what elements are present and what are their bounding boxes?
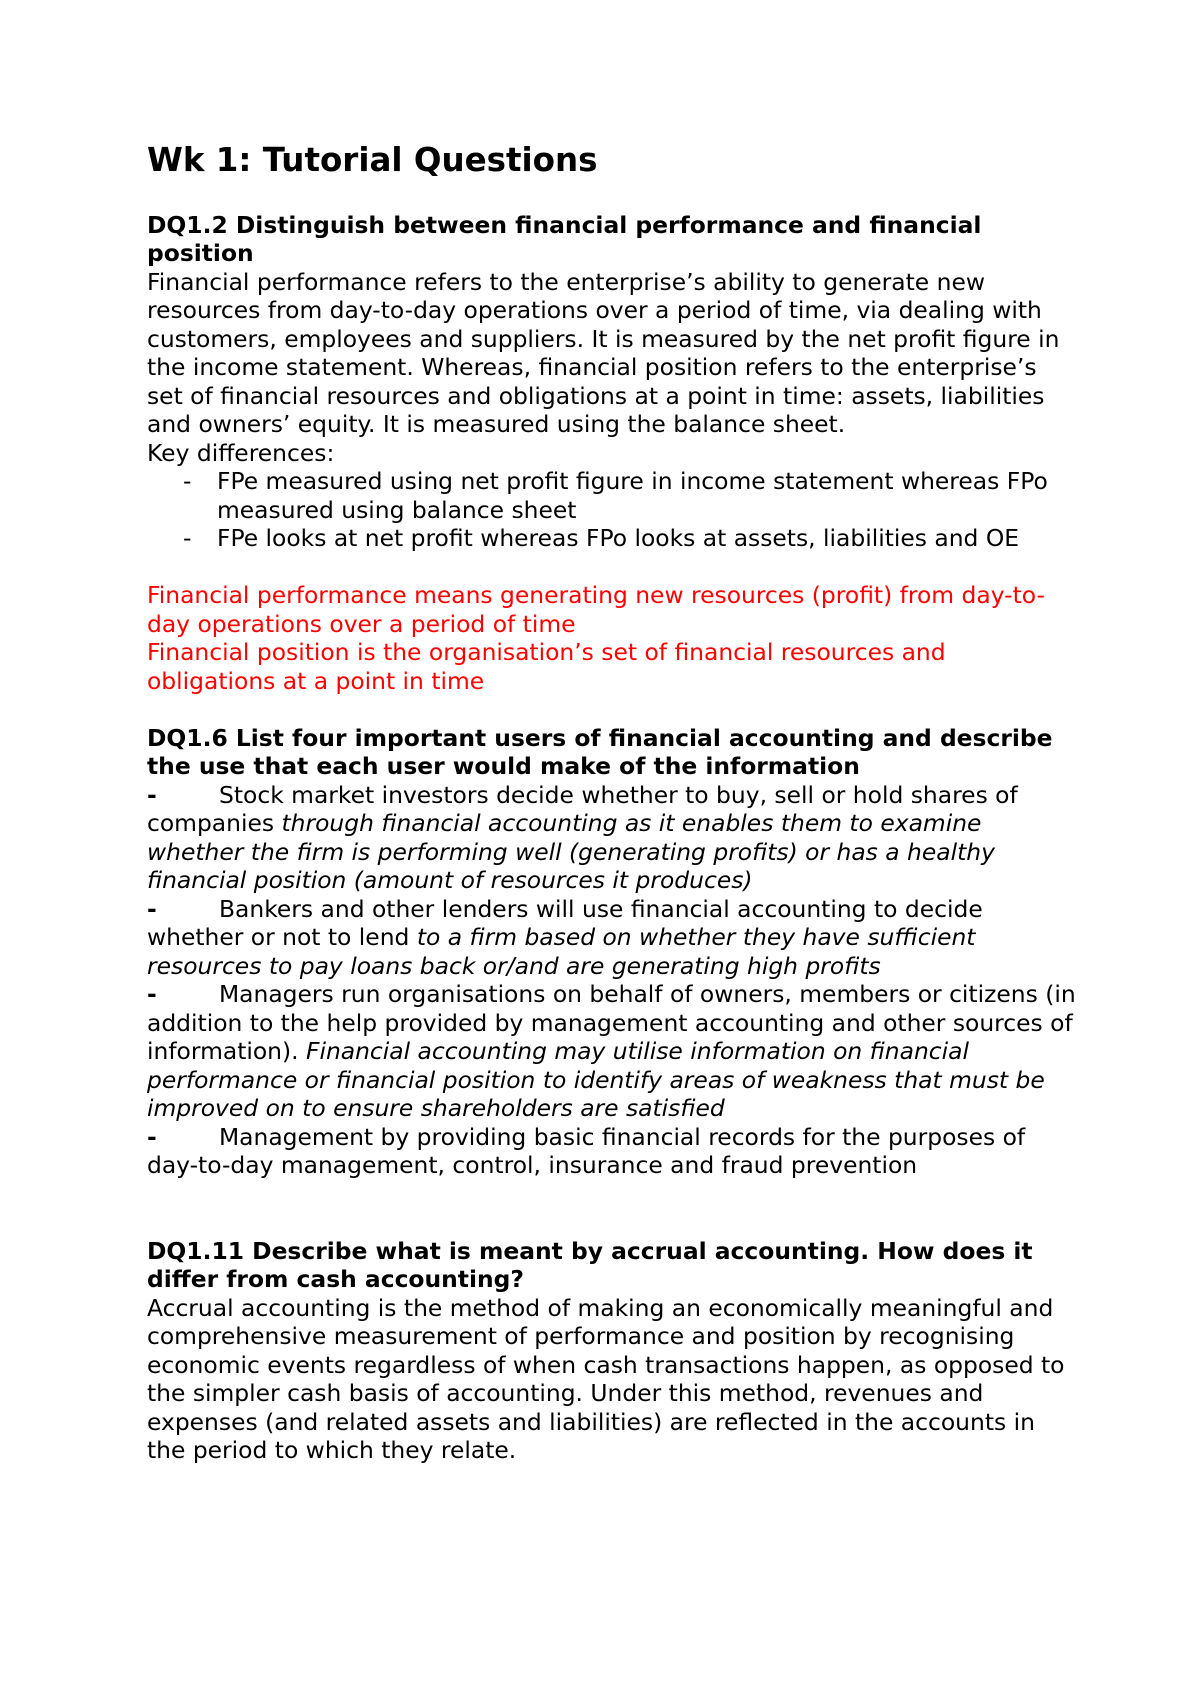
spacer bbox=[147, 553, 1077, 582]
list-item bbox=[147, 467, 1077, 524]
dash-bullet: - bbox=[147, 780, 157, 809]
key-differences-label: Key differences: bbox=[147, 438, 335, 467]
list-item bbox=[147, 895, 1077, 981]
document-page bbox=[147, 140, 1077, 1465]
question-dq1-11 bbox=[147, 1237, 1077, 1465]
list-item bbox=[147, 980, 1077, 1123]
answer-paragraph: Accrual accounting is the method of making an economically meaningful and comprehensive measurement of performance and position by recognising economic events regardless of when cash transactions happen, as opposed to the simpler cash basis of accounting. Under this method, revenues and expenses (and related assets and liabilities) are reflected in the accounts in the period to which they relate. bbox=[147, 1293, 1065, 1465]
list-item-text: Stock market investors decide whether to buy, sell or hold shares of companies bbox=[147, 780, 1018, 838]
dash-bullet: - bbox=[183, 467, 192, 496]
list-item-text: Managers run organisations on behalf of owners, members or citizens (in addition to the help provided by management accounting and other sources of information). bbox=[147, 980, 1076, 1066]
question-dq1-6 bbox=[147, 724, 1077, 1180]
question-heading: DQ1.6 List four important users of financial accounting and describe the use that each user would make of the information bbox=[147, 723, 1053, 781]
list-item-text: Management by providing basic financial records for the purposes of day-to-day management, control, insurance and fraud prevention bbox=[147, 1122, 1026, 1180]
list-item-text: FPe measured using net profit figure in income statement whereas FPo measured using balance sheet bbox=[217, 467, 1048, 524]
dash-bullet: - bbox=[147, 894, 157, 923]
list-item bbox=[147, 781, 1077, 895]
dash-bullet: - bbox=[183, 524, 192, 553]
list-item bbox=[147, 524, 1077, 553]
list-item-text: Bankers and other lenders will use financial accounting to decide whether or not to lend bbox=[147, 894, 983, 952]
spacer bbox=[147, 695, 1077, 724]
dash-bullet: - bbox=[147, 980, 157, 1009]
list-item-text: FPe looks at net profit whereas FPo looks at assets, liabilities and OE bbox=[217, 524, 1020, 553]
list-item bbox=[147, 1123, 1077, 1180]
list-item-italic-text: through financial accounting as it enables them to examine whether the firm is performing well (generating profits) or has a healthy financial position (amount of resources it produces) bbox=[147, 809, 995, 895]
users-list bbox=[147, 781, 1077, 1180]
answer-paragraph: Financial performance refers to the enterprise’s ability to generate new resources from day-to-day operations over a period of time, via dealing with customers, employees and suppliers. It is measured by the net profit figure in the income statement. Whereas, financial position refers to the enterprise’s set of financial resources and obligations at a point in time: assets, liabilities and owners’ equity. It is measured using the balance sheet. bbox=[147, 267, 1060, 439]
list-item-italic-text: Financial accounting may utilise information on financial performance or financial position to identify areas of weakness that must be improved on to ensure shareholders are satisfied bbox=[147, 1037, 1045, 1123]
red-note-position: Financial position is the organisation’s set of financial resources and obligations at a point in time bbox=[147, 638, 946, 695]
list-item-italic-text: to a firm based on whether they have sufficient resources to pay loans back or/and are generating high profits bbox=[147, 923, 976, 980]
red-note-performance: Financial performance means generating new resources (profit) from day-to-day operations over a period of time bbox=[147, 581, 1045, 638]
question-dq1-2 bbox=[147, 211, 1077, 696]
page-title: Wk 1: Tutorial Questions bbox=[147, 141, 598, 179]
spacer bbox=[147, 1180, 1077, 1237]
key-differences-list bbox=[147, 467, 1077, 553]
dash-bullet: - bbox=[147, 1122, 157, 1151]
question-heading: DQ1.11 Describe what is meant by accrual accounting. How does it differ from cash accounting? bbox=[147, 1236, 1033, 1294]
question-heading: DQ1.2 Distinguish between financial performance and financial position bbox=[147, 210, 982, 268]
